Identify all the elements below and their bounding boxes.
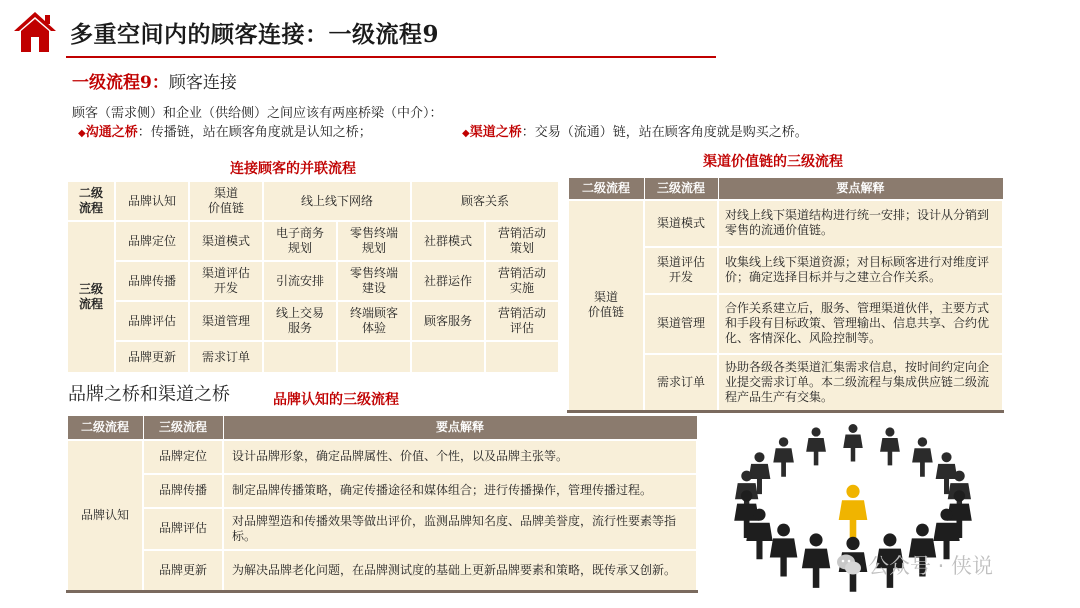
diamond-bullet-icon: ◆ [78, 128, 86, 139]
bullet-channel [462, 121, 808, 140]
table-cell [263, 341, 337, 373]
level3-label: 三级 流程 [67, 221, 115, 373]
bullet-text: ：传播链，站在顾客角度就是认知之桥； [137, 125, 372, 140]
person-figure [773, 437, 794, 477]
header-cell: 二级流程 [568, 178, 644, 200]
center-person-figure [839, 485, 868, 540]
channel-process-table [567, 177, 1004, 413]
table-cell [411, 341, 485, 373]
table-cell: 品牌评估 [115, 301, 189, 341]
table-cell: 品牌更新 [115, 341, 189, 373]
header-cell: 品牌认知 [115, 181, 189, 221]
person-figure [802, 533, 830, 587]
process-desc: 对线上线下渠道结构进行统一安排；设计从分销到零售的流通价值链。 [718, 200, 1003, 247]
table-cell: 品牌定位 [115, 221, 189, 261]
person-figure [770, 524, 798, 577]
table-cell: 需求订单 [189, 341, 263, 373]
table-row [67, 550, 697, 592]
parallel-process-table [66, 180, 560, 374]
person-figure [912, 437, 933, 477]
group-cell: 渠道 价值链 [568, 200, 644, 412]
level2-label: 二级 流程 [67, 181, 115, 221]
diamond-bullet-icon: ◆ [462, 128, 470, 139]
process-name: 渠道管理 [644, 294, 718, 354]
wechat-icon [836, 552, 862, 578]
process-desc: 制定品牌传播策略，确定传播途径和媒体组合；进行传播操作，管理传播过程。 [223, 474, 697, 508]
process-desc: 为解决品牌老化问题，在品牌测试度的基础上更新品牌要素和策略，既传承又创新。 [223, 550, 697, 592]
process-name: 渠道评估 开发 [644, 247, 718, 294]
person-figure [806, 427, 826, 465]
watermark-text: 公众号 · 侠说 [868, 554, 994, 578]
process-desc: 设计品牌形象，确定品牌属性、价值、个性，以及品牌主张等。 [223, 440, 697, 474]
header-cell: 要点解释 [718, 178, 1003, 200]
bullet-key: 渠道之桥 [469, 125, 522, 140]
process-name: 品牌传播 [143, 474, 223, 508]
table-cell: 零售终端 规划 [337, 221, 411, 261]
process-name: 品牌定位 [143, 440, 223, 474]
section-heading: 品牌之桥和渠道之桥 [68, 384, 230, 405]
table-cell: 渠道评估 开发 [189, 261, 263, 301]
table-row [67, 261, 559, 301]
table-cell: 社群运作 [411, 261, 485, 301]
process-name: 品牌评估 [143, 508, 223, 550]
table-cell: 渠道管理 [189, 301, 263, 341]
subtitle-process: 一级流程9： [72, 73, 169, 93]
brand-process-table [66, 415, 698, 593]
table-cell: 营销活动 评估 [485, 301, 559, 341]
table-header-row [568, 178, 1003, 200]
process-desc: 对品牌塑造和传播效果等做出评价，监测品牌知名度、品牌美誉度，流行性要素等指标。 [223, 508, 697, 550]
bullet-text: ：交易（流通）链，站在顾客角度就是购买之桥。 [521, 125, 808, 140]
header-cell: 要点解释 [223, 416, 697, 440]
subtitle-topic: 顾客连接 [168, 73, 237, 93]
table-cell: 营销活动 实施 [485, 261, 559, 301]
table-row [67, 474, 697, 508]
page-title: 多重空间内的顾客连接：一级流程9 [70, 21, 440, 48]
table-row [67, 301, 559, 341]
table-cell: 渠道模式 [189, 221, 263, 261]
process-desc: 合作关系建立后，服务、管理渠道伙伴，主要方式和手段有目标政策、管理输出、信息共享、合约优化、客情深化、风险控制等。 [718, 294, 1003, 354]
table-header-row [67, 416, 697, 440]
table-row [568, 200, 1003, 247]
header-cell: 渠道 价值链 [189, 181, 263, 221]
header-cell: 线上线下网络 [263, 181, 411, 221]
house-icon [12, 10, 58, 54]
table-cell: 电子商务 规划 [263, 221, 337, 261]
process-name: 品牌更新 [143, 550, 223, 592]
header-cell: 二级流程 [67, 416, 143, 440]
process-name: 渠道模式 [644, 200, 718, 247]
process-desc: 收集线上线下渠道资源；对目标顾客进行对维度评价；确定选择目标并与之建立合作关系。 [718, 247, 1003, 294]
group-cell: 品牌认知 [67, 440, 143, 592]
table-cell: 顾客服务 [411, 301, 485, 341]
table-row [67, 221, 559, 261]
table-cell: 终端顾客 体验 [337, 301, 411, 341]
subtitle [72, 68, 237, 93]
bullet-communication [78, 121, 372, 140]
table-cell: 零售终端 建设 [337, 261, 411, 301]
intro-text: 顾客（需求侧）和企业（供给侧）之间应该有两座桥梁（中介）： [72, 106, 443, 121]
table-cell: 营销活动 策划 [485, 221, 559, 261]
header-cell: 三级流程 [644, 178, 718, 200]
header-cell: 顾客关系 [411, 181, 559, 221]
bottom-table-caption: 品牌认知的三级流程 [273, 392, 399, 408]
process-name: 需求订单 [644, 354, 718, 412]
left-table-caption: 连接顾客的并联流程 [230, 161, 356, 177]
table-cell: 线上交易 服务 [263, 301, 337, 341]
watermark [836, 550, 993, 580]
table-cell: 社群模式 [411, 221, 485, 261]
table-row [67, 181, 559, 221]
table-row [67, 341, 559, 373]
table-cell [337, 341, 411, 373]
table-cell [485, 341, 559, 373]
table-row [67, 440, 697, 474]
right-table-caption: 渠道价值链的三级流程 [703, 154, 843, 170]
process-desc: 协助各级各类渠道汇集需求信息，按时间约定向企业提交需求订单。本二级流程与集成供应链二级流程产品生产有交集。 [718, 354, 1003, 412]
bullet-key: 沟通之桥 [85, 125, 138, 140]
table-row [67, 508, 697, 550]
header-cell: 三级流程 [143, 416, 223, 440]
person-figure [880, 427, 900, 465]
table-cell: 引流安排 [263, 261, 337, 301]
person-figure [843, 424, 863, 462]
title-divider [66, 56, 716, 58]
table-cell: 品牌传播 [115, 261, 189, 301]
